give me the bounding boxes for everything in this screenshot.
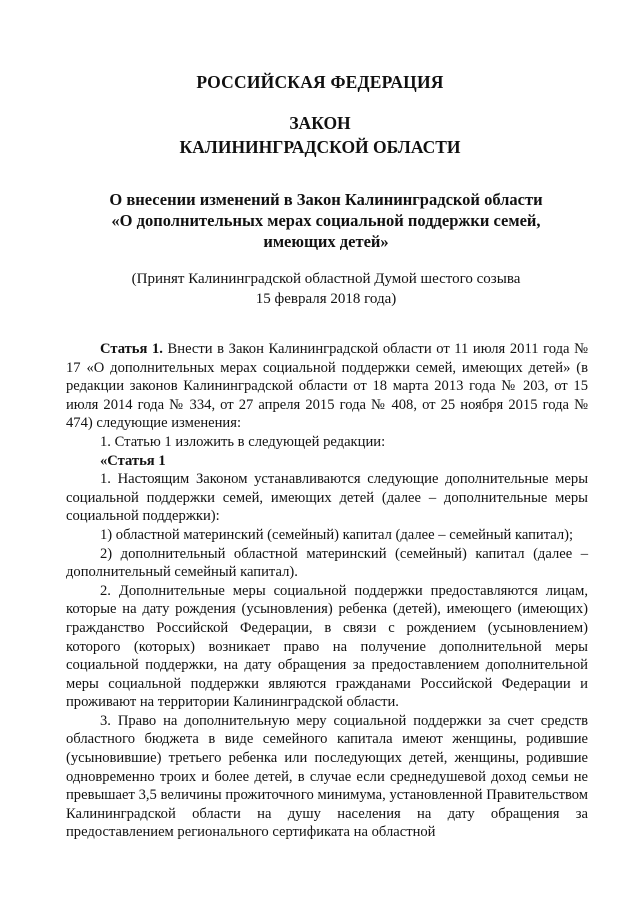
paragraph-1: 1. Настоящим Законом устанавливаются следующие дополнительные меры социальной поддержки семей, имеющих детей (далее – дополнительные меры социальной поддержки): — [66, 471, 588, 525]
item-1: 1. Статью 1 изложить в следующей редакции: — [100, 433, 386, 450]
adoption-note-line1: (Принят Калининградской областной Думой шестого созыва — [131, 271, 521, 287]
article-1-text: Внести в Закон Калининградской области от 11 июля 2011 года № 17 «О дополнительных мерах социальной поддержки семей, имеющих детей» (в редакции законов Калининградской области от 18 марта 2013 года № 203, от 15 июля 2014 года № 334, от 27 апреля 2015 года № 408, от 25 ноября 2015 года № 474) следующие изменения: — [66, 341, 588, 432]
law-heading-line2: КАЛИНИНГРАДСКОЙ ОБЛАСТИ — [179, 137, 461, 157]
country-heading: РОССИЙСКАЯ ФЕДЕРАЦИЯ — [196, 72, 444, 92]
law-heading-line1: ЗАКОН — [289, 113, 351, 133]
law-title-line2: «О дополнительных мерах социальной поддержки семей, — [111, 211, 541, 230]
quoted-article-label: «Статья 1 — [100, 452, 166, 469]
adoption-note-line2: 15 февраля 2018 года) — [255, 291, 397, 307]
article-1-paragraph — [66, 340, 588, 433]
paragraph-1-subitem-1: 1) областной материнский (семейный) капитал (далее – семейный капитал); — [100, 526, 574, 543]
law-title — [60, 189, 592, 252]
article-1-label: Статья 1. — [100, 341, 163, 357]
law-heading — [0, 111, 640, 159]
paragraph-3: 3. Право на дополнительную меру социальной поддержки за счет средств областного бюджета в виде семейного капитала имеют женщины, родившие (усыновившие) третьего ребенка или последующих детей, женщины, родившие одновременно троих и более детей, в случае если среднедушевой доход семьи не превышает 3,5 величины прожиточного минимума, установленной Правительством Калининградской области на душу населения на дату обращения за предоставлением регионального сертификата на областной — [66, 712, 588, 841]
adoption-note — [60, 269, 592, 309]
law-title-line3: имеющих детей» — [263, 232, 389, 251]
law-body — [66, 340, 588, 842]
law-title-line1: О внесении изменений в Закон Калининградской области — [109, 190, 543, 209]
paragraph-1-subitem-2: 2) дополнительный областной материнский (семейный) капитал (далее – дополнительный семейный капитал). — [66, 545, 588, 581]
paragraph-2: 2. Дополнительные меры социальной поддержки предоставляются лицам, которые на дату рождения (усыновления) ребенка (детей), имеющего (имеющих) гражданство Российской Федерации, в связи с рождением (усыновлением) которого (которых) возникает право на получение дополнительной меры социальной поддержки, на дату обращения за предоставлением дополнительной меры социальной поддержки являются гражданами Российской Федерации и проживают на территории Калининградской области. — [66, 582, 588, 711]
